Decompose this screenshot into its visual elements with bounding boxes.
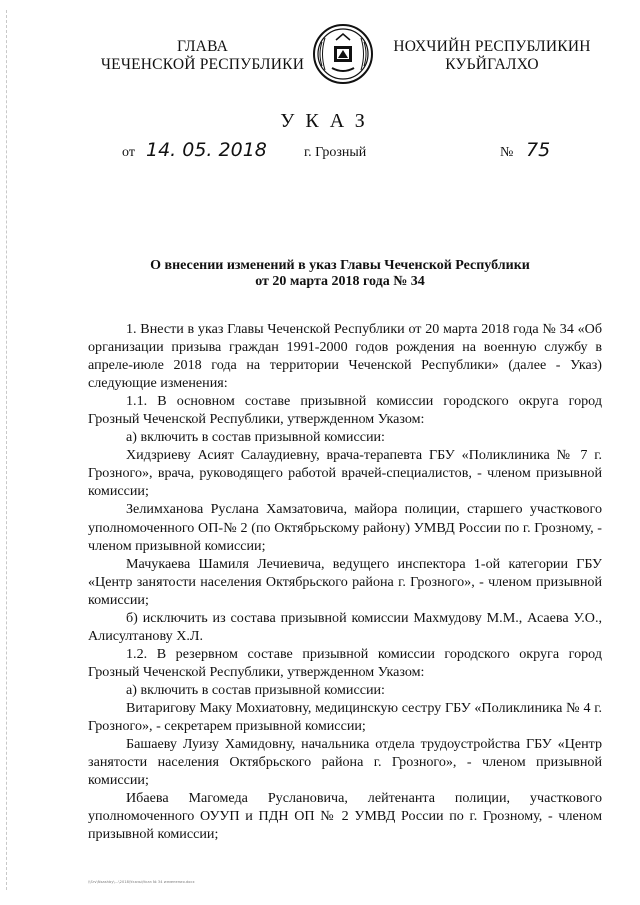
header-left-line2: ЧЕЧЕНСКОЙ РЕСПУБЛИКИ [100, 56, 305, 73]
paragraph: 1.2. В резервном составе призывной комиссии городского округа город Грозный Чеченской Республики, утвержденном Указом: [88, 645, 602, 680]
subject-line2: от 20 марта 2018 года № 34 [255, 274, 425, 289]
paragraph: Зелимханова Руслана Хамзатовича, майора полиции, старшего участкового уполномоченного ОП-№ 2 (по Октябрьскому району) УМВД России по г. Грозному, - членом призывной комиссии; [88, 501, 602, 554]
paragraph: б) исключить из состава призывной комиссии Махмудову М.М., Асаева У.О., Алисултанову Х.Л. [88, 609, 602, 644]
document-body [88, 320, 602, 843]
paragraph: а) включить в состав призывной комиссии: [126, 429, 385, 446]
header-right-line2: КУЬЙГАЛХО [445, 56, 539, 73]
emblem-icon [312, 22, 374, 86]
header-right [392, 38, 592, 74]
paragraph: Башаеву Луизу Хамидовну, начальника отдела трудоустройства ГБУ «Центр занятости населения Октябрьского района г. Грозного», - членом призывной комиссии; [88, 736, 602, 789]
handwritten-number: 75 [526, 139, 551, 161]
paragraph: Хидзриеву Асият Салаудиевну, врача-терапевта ГБУ «Поликлиника № 7 г. Грозного», врача, руководящего работой врачей-специалистов, - членом призывной комиссии; [88, 447, 602, 500]
paragraph: 1. Внести в указ Главы Чеченской Республики от 20 марта 2018 года № 34 «Об организации призыва граждан 1991-2000 годов рождения на военную службу в апреле-июле 2018 года на территории Чеченской Республики» (далее - Указ) следующие изменения: [88, 321, 602, 392]
header-left-line1: ГЛАВА [176, 38, 229, 55]
handwritten-date: 14. 05. 2018 [146, 139, 267, 161]
date-from-label: от [122, 145, 135, 160]
paragraph: Витаригову Маку Мохиатовну, медицинскую сестру ГБУ «Поликлиника № 4 г. Грозного», - секретарем призывной комиссии; [88, 699, 602, 735]
subject-line1: О внесении изменений в указ Главы Чеченской Республики [150, 258, 530, 273]
document-title: УКАЗ [280, 110, 376, 132]
scan-edge [6, 10, 8, 890]
document-subject [80, 258, 600, 290]
paragraph: 1.1. В основном составе призывной комиссии городского округа город Грозный Чеченской Республики, утвержденном Указом: [88, 393, 602, 428]
city-name: г. Грозный [304, 145, 367, 160]
paragraph: Ибаева Магомеда Руслановича, лейтенанта полиции, участкового уполномоченного ОУУП и ПДН ОП № 2 УМВД России по г. Грозному, - членом призывной комиссии; [88, 790, 602, 843]
number-label: № [500, 145, 514, 160]
header-right-line1: НОХЧИЙН РЕСПУБЛИКИН [393, 38, 591, 55]
header-left [95, 38, 310, 74]
paragraph: Мачукаева Шамиля Лечиевича, ведущего инспектора 1-ой категории ГБУ «Центр занятости населения Октябрьского района г. Грозного», - членом призывной комиссии; [88, 555, 602, 608]
paragraph: а) включить в состав призывной комиссии: [126, 681, 385, 698]
file-path-footer: \\Srv\Nsashby\...\2018\Указы\Указ № 34 изменения.docx [88, 880, 195, 884]
